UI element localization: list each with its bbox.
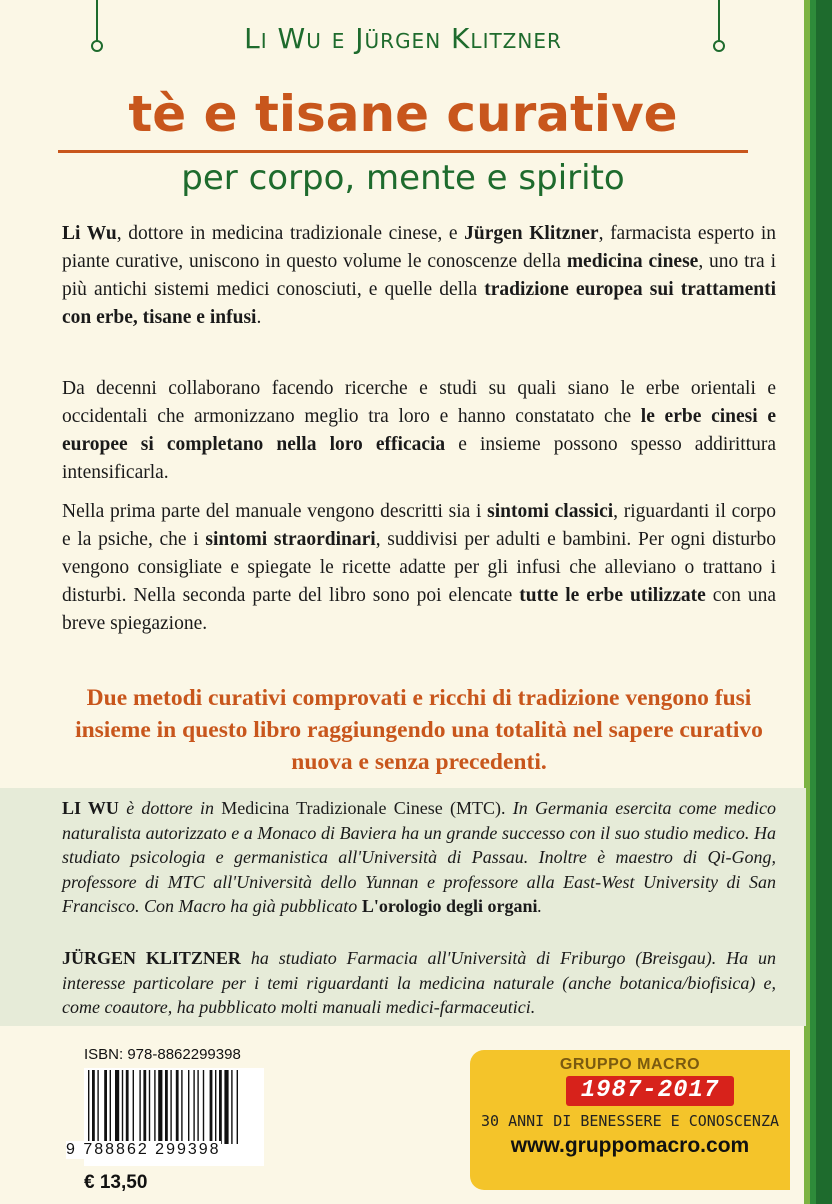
publisher-url: www.gruppomacro.com (510, 1134, 750, 1157)
barcode-bar (203, 1070, 204, 1144)
barcode-bar (143, 1070, 146, 1144)
barcode-bar (237, 1070, 238, 1144)
text-run: Nella prima parte del manuale vengono descritti sia i (62, 501, 488, 522)
bio-li-wu (62, 796, 776, 919)
bold-run: LI WU (62, 798, 119, 818)
text-run: , suddivisi per adulti e bambini. Per ogni disturbo vengono consigliate e spiegate le ricette adatte per gli infusi che alleviano o trattano i disturbi. Nella seconda parte del libro sono poi elencate (62, 529, 776, 606)
barcode-bar (215, 1070, 216, 1144)
barcode-bar (126, 1070, 129, 1144)
text-run: e insieme possono spesso addirittura intensificarla. (62, 434, 776, 483)
barcode-bar (170, 1070, 171, 1144)
barcode-bar (122, 1070, 123, 1144)
description-paragraph-3 (62, 498, 776, 638)
title-divider (58, 150, 748, 153)
barcode-area (60, 1046, 360, 1196)
publisher-claim: 30 ANNI DI BENESSERE E CONOSCENZA (480, 1112, 779, 1130)
text-run: , dottore in medicina tradizionale cinese, e (116, 223, 465, 244)
barcode-bar (158, 1070, 162, 1144)
italic-run: . (537, 896, 542, 916)
bold-run: medicina cinese (566, 251, 699, 272)
bold-run: sintomi straordinari (205, 529, 376, 550)
bold-run: le erbe cinesi e europee si completano nella loro efficacia (62, 406, 776, 455)
bold-run: tradizione europea sui trattamenti con erbe, tisane e infusi (62, 279, 776, 328)
text-run: con una breve spiegazione. (62, 585, 777, 634)
bold-run: Li Wu (62, 223, 117, 244)
barcode-bar (181, 1070, 182, 1144)
book-authors: Li Wu e Jürgen Klitzner (244, 22, 562, 55)
price: € 13,50 (84, 1172, 148, 1193)
barcode-bar (139, 1070, 140, 1144)
barcode-digits: 9 788862 299398 (66, 1141, 221, 1158)
barcode-bar (210, 1070, 213, 1144)
text-run: , riguardanti il corpo e la psiche, che i (62, 501, 777, 550)
text-run: Da decenni collaborano facendo ricerche e studi su quali siano le erbe orientali e occidentali che armonizzano meglio tra loro e hanno constatato che (62, 378, 776, 427)
bold-run: Jürgen Klitzner (464, 223, 599, 244)
italic-run: ha studiato Farmacia all'Università di Friburgo (Breisgau). Ha un interesse particolare per i temi riguardanti la medicina naturale (anche botanica/biofisica) e, come coautore, ha pubblicato molti manuali medici-farmaceutici. (62, 948, 777, 1017)
book-subtitle: per corpo, mente e spirito (181, 158, 625, 198)
barcode-bar (165, 1070, 168, 1144)
barcode-bar (88, 1070, 89, 1144)
bold-run: tutte le erbe utilizzate (519, 585, 706, 606)
publisher-group: GRUPPO MACRO (559, 1056, 701, 1073)
description-paragraph-1 (62, 220, 776, 332)
italic-run: è dottore in (118, 798, 222, 818)
barcode-bar (193, 1070, 194, 1144)
barcode-bar (97, 1070, 98, 1144)
book-title: tè e tisane curative (128, 85, 678, 143)
text-run: , uno tra i più antichi sistemi medici conosciuti, e quelle della (62, 251, 776, 300)
barcode-bars (84, 1068, 264, 1148)
barcode-bar (231, 1070, 232, 1144)
barcode-bar (219, 1070, 222, 1144)
barcode-bar (154, 1070, 155, 1144)
isbn-label: ISBN: 978-8862299398 (84, 1046, 241, 1063)
spine-stripe-mid (810, 0, 816, 1204)
text-run: . (256, 307, 262, 328)
barcode-bar (224, 1070, 228, 1144)
barcode-bar (92, 1070, 95, 1144)
barcode-bar (188, 1070, 189, 1144)
barcode-bar (104, 1070, 107, 1144)
italic-run: In Germania esercita come medico naturalista autorizzato e a Monaco di Baviera ha un grande successo con il suo studio medico. Ha studiato psicologia e germanistica all'Università di Passau. Inoltre è maestro di Qi-Gong, professore di MTC all'Università dello Yunnan e professore alla East-West University di San Francisco. Con Macro ha già pubblicato (62, 798, 776, 916)
bold-run: sintomi classici (487, 501, 614, 522)
text-run: , farmacista esperto in piante curative, uniscono in questo volume le conoscenze della (62, 223, 776, 272)
barcode-bar (149, 1070, 150, 1144)
bold-run: JÜRGEN KLITZNER (62, 948, 241, 968)
barcode-bar (197, 1070, 198, 1144)
description-paragraph-2 (62, 375, 776, 487)
bold-run: L'orologio degli organi (361, 896, 538, 916)
text-run: Medicina Tradizionale Cinese (MTC). (221, 798, 513, 818)
barcode-bar (110, 1070, 111, 1144)
bio-jurgen-klitzner (62, 946, 776, 1020)
spine-stripe (804, 0, 832, 1204)
highlight-statement: Due metodi curativi comprovati e ricchi di tradizione vengono fusi insieme in questo libro raggiungendo una totalità nel sapere curativo nuova e senza precedenti. (75, 685, 763, 775)
barcode-bar (176, 1070, 179, 1144)
barcode-bar (115, 1070, 119, 1144)
barcode-bar (133, 1070, 134, 1144)
anniversary-years: 1987-2017 (566, 1076, 734, 1106)
